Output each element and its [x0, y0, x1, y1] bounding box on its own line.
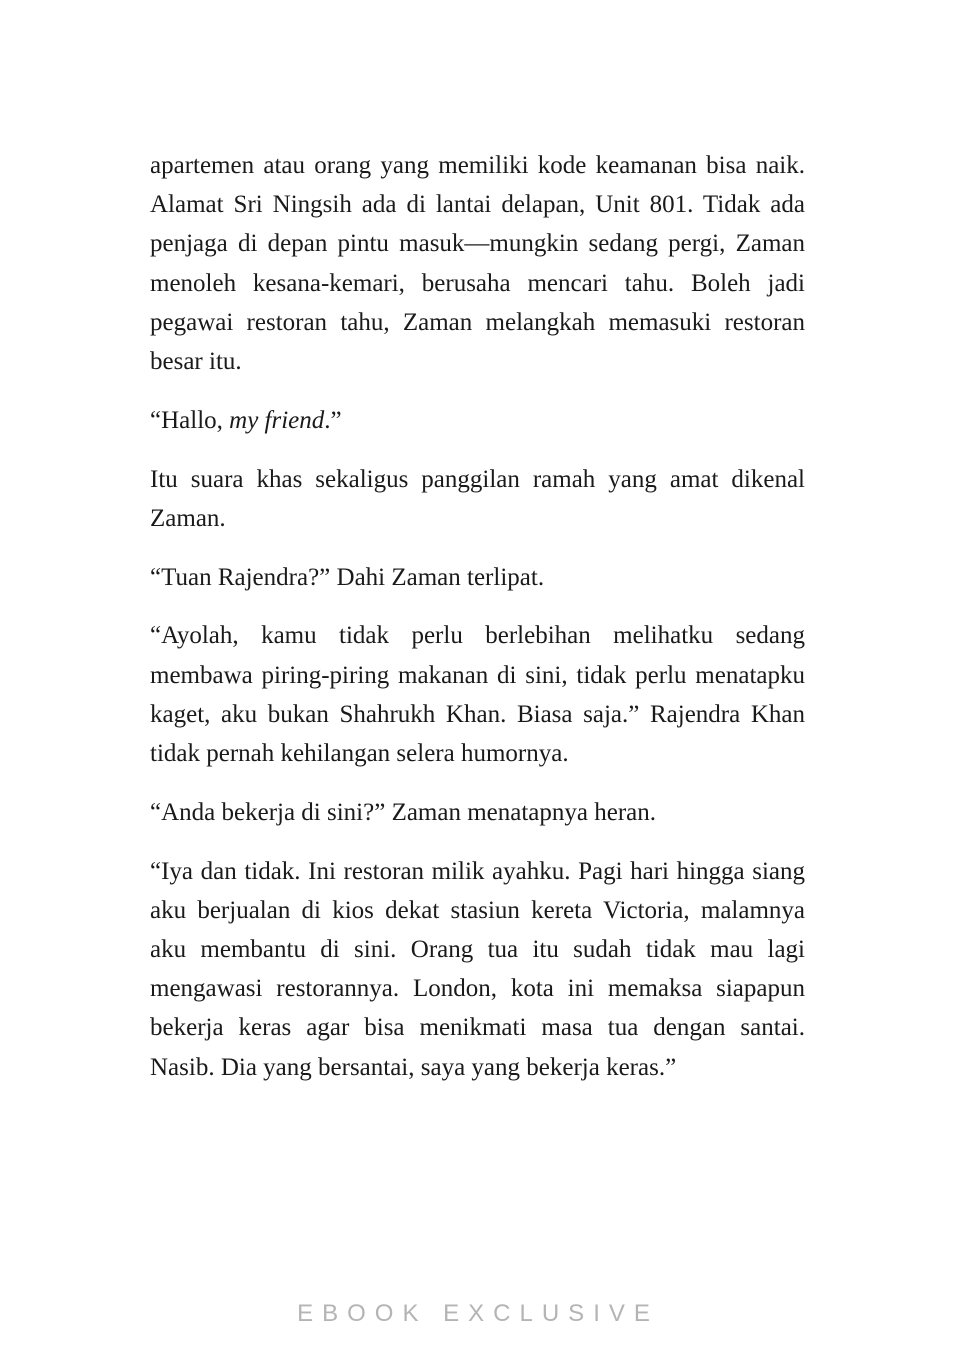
greeting-text: “Hallo, [150, 406, 230, 434]
paragraph: “Iya dan tidak. Ini restoran milik ayahku. Pagi hari hingga siang aku berjualan di kios dekat stasiun kereta Victoria, malamnya aku membantu di sini. Orang tua itu sudah tidak mau lagi mengawasi restorannya. London, kota ini memaksa siapapun bekerja keras agar bisa menikmati masa tua dengan santai. Nasib. Dia yang bersantai, saya yang bekerja keras.” [150, 857, 805, 1081]
paragraph: “Ayolah, kamu tidak perlu berlebihan melihatku sedang membawa piring-piring makanan di sini, tidak perlu menatapku kaget, aku bukan Shahrukh Khan. Biasa saja.” Rajendra Khan tidak pernah kehilangan selera humornya. [150, 622, 805, 768]
greeting-end: .” [324, 406, 342, 434]
paragraph: “Tuan Rajendra?” Dahi Zaman terlipat. [150, 563, 545, 591]
greeting-italic: my friend [229, 406, 325, 434]
paragraph: apartemen atau orang yang memiliki kode keamanan bisa naik. Alamat Sri Ningsih ada di lantai delapan, Unit 801. Tidak ada penjaga di depan pintu masuk—mungkin sedang pergi, Zaman menoleh kesana-kemari, berusaha mencari tahu. Boleh jadi pegawai restoran tahu, Zaman melangkah memasuki restoran besar itu. [150, 152, 805, 376]
paragraph-greeting [150, 401, 805, 440]
paragraph: Itu suara khas sekaligus panggilan ramah yang amat dikenal Zaman. [150, 465, 805, 532]
page-body [150, 146, 805, 1106]
paragraph: “Anda bekerja di sini?” Zaman menatapnya heran. [150, 798, 657, 826]
ebook-exclusive-footer: EBOOK EXCLUSIVE [297, 1300, 659, 1327]
